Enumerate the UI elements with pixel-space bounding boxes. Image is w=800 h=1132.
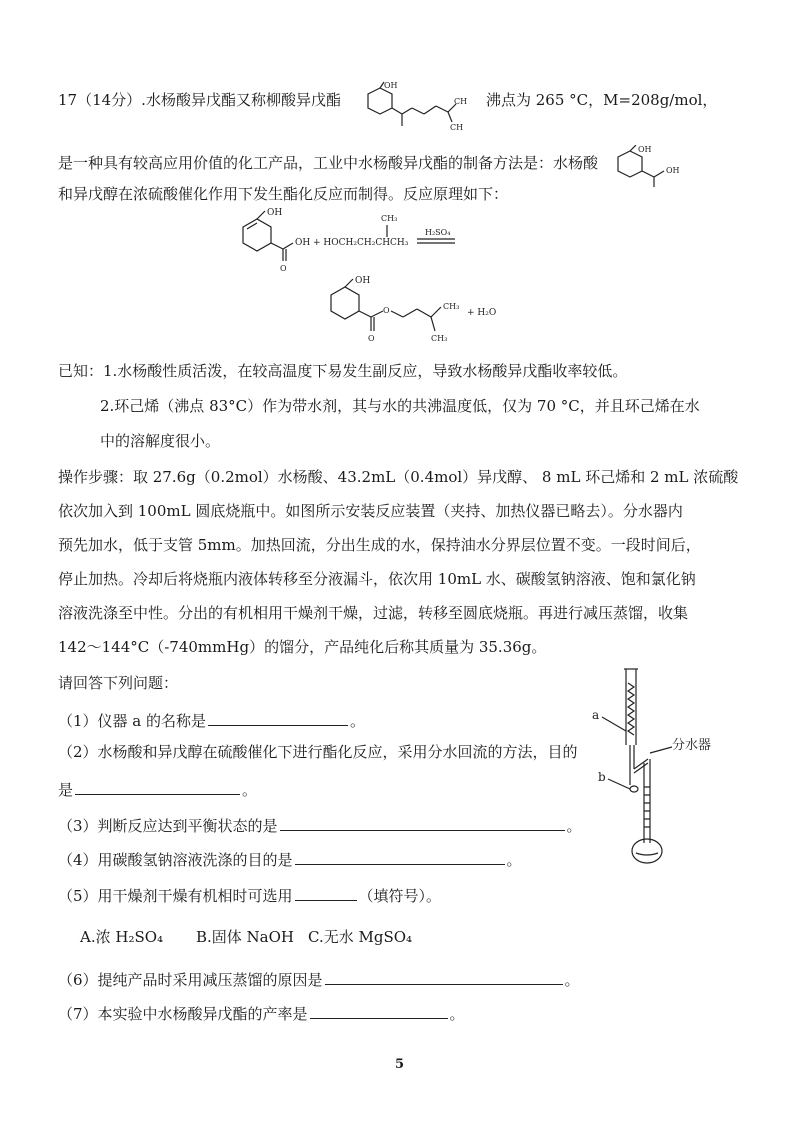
reagent-formula: + HOCH₂CH₂CHCH₃ <box>313 238 409 248</box>
salicylic-acid-structure-inline <box>612 145 692 190</box>
stopcock <box>630 786 638 792</box>
salicylic-o-label: O <box>280 264 287 273</box>
option-b: B.固体 NaOH <box>196 928 295 946</box>
question-7-period: 。 <box>449 1005 465 1023</box>
ch3-label-small-top: CH <box>454 97 468 106</box>
questions-header: 请回答下列问题： <box>58 674 179 692</box>
question-4-period: 。 <box>506 851 522 869</box>
question-7-text: （7）本实验中水杨酸异戊酯的产率是 <box>58 1005 308 1023</box>
oh-label-inline-right: OH <box>666 166 680 175</box>
question-5 <box>58 886 441 904</box>
reaction-equation <box>235 205 575 355</box>
known-2b: 中的溶解度很小。 <box>100 432 221 450</box>
product-o-bottom: O <box>368 334 375 343</box>
intro-line-3: 和异戊醇在浓硫酸催化作用下发生酯化反应而制得。反应原理如下： <box>58 185 509 203</box>
question-6-period: 。 <box>564 971 580 989</box>
question-6 <box>58 970 580 988</box>
procedure-line-6: 142～144°C（-740mmHg）的馏分，产品纯化后称其质量为 35.36g。 <box>58 638 547 656</box>
answer-blank-6[interactable] <box>325 970 563 985</box>
apparatus-diagram <box>590 665 720 870</box>
answer-blank-2[interactable] <box>75 780 240 795</box>
intro-line-1-tail: 沸点为 265 °C，M=208g/mol， <box>486 91 718 109</box>
intro-line-2: 是一种具有较高应用价值的化工产品，工业中水杨酸异戊酯的制备方法是：水杨酸 <box>58 154 599 172</box>
question-3-text: （3）判断反应达到平衡状态的是 <box>58 817 278 835</box>
procedure-line-4: 停止加热。冷却后将烧瓶内液体转移至分液漏斗，依次用 10mL 水、碳酸氢钠溶液、饱和氯化钠 <box>58 570 696 588</box>
procedure-line-3: 预先加水，低于支管 5mm。加热回流，分出生成的水，保持油水分界层位置不变。一段时间后， <box>58 536 701 554</box>
label-b: b <box>598 770 606 784</box>
question-7 <box>58 1004 465 1022</box>
reagent-ch3-label: CH₃ <box>381 214 398 223</box>
flask-liquid <box>636 853 658 855</box>
procedure-line-5: 溶液洗涤至中性。分出的有机相用干燥剂干燥，过滤，转移至圆底烧瓶。再进行减压蒸馏，收集 <box>58 604 689 622</box>
label-water-trap: 分水器 <box>672 738 712 753</box>
answer-blank-5[interactable] <box>295 886 357 901</box>
ch3-label-small-bottom: CH <box>450 123 464 132</box>
catalyst-label: H₂SO₄ <box>425 228 451 237</box>
question-2a: （2）水杨酸和异戊醇在硫酸催化下进行酯化反应，采用分水回流的方法，目的 <box>58 743 578 761</box>
oh-label-inline-top: OH <box>638 145 652 154</box>
question-5-text: （5）用干燥剂干燥有机相时可选用 <box>58 887 293 905</box>
label-a: a <box>592 708 600 722</box>
option-a: A.浓 H₂SO₄ <box>80 928 164 946</box>
page-number: 5 <box>395 1057 405 1072</box>
trap-tube-fill <box>644 787 650 827</box>
question-1-text: （1）仪器 a 的名称是 <box>58 712 207 730</box>
question-4-text: （4）用碳酸氢钠溶液洗涤的目的是 <box>58 851 293 869</box>
answer-blank-1[interactable] <box>208 711 348 726</box>
question-3-period: 。 <box>566 817 582 835</box>
question-5-tail: （填符号）。 <box>358 887 442 905</box>
salicylic-oh-right: OH <box>295 238 311 248</box>
question-2-text: 是 <box>58 781 74 799</box>
answer-blank-4[interactable] <box>295 850 505 865</box>
question-2b <box>58 780 257 798</box>
known-1: 已知：1.水杨酸性质活泼，在较高温度下易发生副反应，导致水杨酸异戊酯收率较低。 <box>58 362 628 380</box>
procedure-line-1: 操作步骤：取 27.6g（0.2mol）水杨酸、43.2mL（0.4mol）异戊醇、 8 mL 环己烯和 2 mL 浓硫酸 <box>58 468 739 486</box>
oh-label-small: OH <box>384 81 398 90</box>
procedure-line-2: 依次加入到 100mL 圆底烧瓶中。如图所示安装反应装置（夹持、加热仪器已略去）。分水器内 <box>58 502 683 520</box>
product-ch3-bottom: CH₃ <box>431 334 448 343</box>
round-bottom-flask <box>632 839 662 863</box>
question-1 <box>58 711 365 729</box>
intro-line-1 <box>58 93 341 108</box>
option-c: C.无水 MgSO₄ <box>308 928 413 946</box>
question-6-text: （6）提纯产品时采用减压蒸馏的原因是 <box>58 971 323 989</box>
product-o-ester: O <box>383 306 390 315</box>
intro-line-1-text: 17（14分）.水杨酸异戊酯又称柳酸异戊酯 <box>58 91 341 109</box>
question-2-period: 。 <box>242 781 258 799</box>
question-4 <box>58 850 522 868</box>
isoamyl-salicylate-structure-small <box>350 80 475 132</box>
question-3 <box>58 816 582 834</box>
salicylic-oh-label: OH <box>267 208 283 218</box>
condenser-coil <box>628 683 634 735</box>
answer-blank-3[interactable] <box>280 816 565 831</box>
product-oh-label: OH <box>355 276 371 286</box>
known-2a: 2.环己烯（沸点 83°C）作为带水剂，其与水的共沸温度低，仅为 70 °C，并且环己烯在水 <box>100 397 700 415</box>
product-ch3-top: CH₃ <box>443 302 460 311</box>
question-1-period: 。 <box>350 712 366 730</box>
answer-blank-7[interactable] <box>310 1004 448 1019</box>
product-water: + H₂O <box>467 308 497 318</box>
